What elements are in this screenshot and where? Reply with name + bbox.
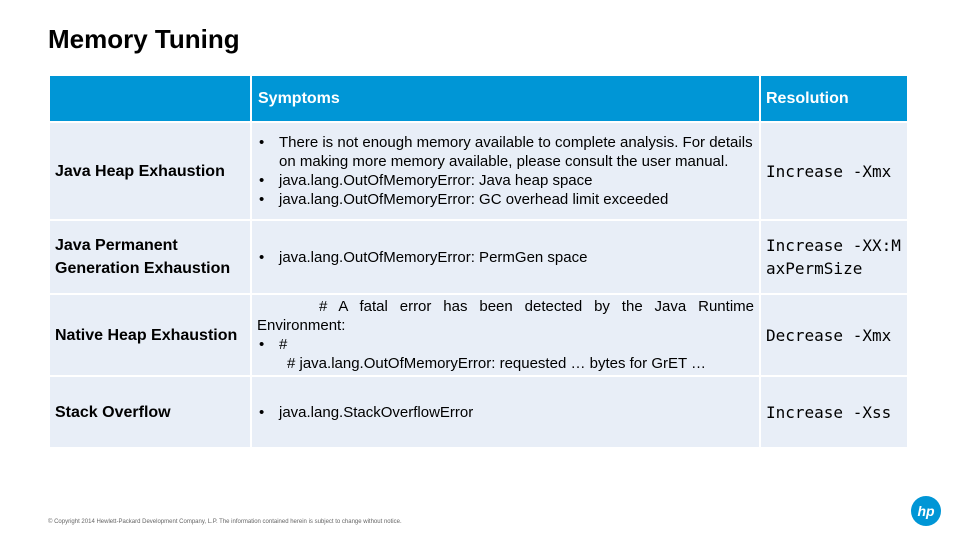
table-row — [49, 376, 908, 448]
symptoms-cell — [251, 376, 760, 448]
hp-logo-text: hp — [917, 503, 935, 519]
header-symptoms: Symptoms — [251, 75, 760, 122]
memory-tuning-table — [48, 74, 909, 449]
issue-cell: Stack Overflow — [49, 376, 251, 448]
issue-cell: Java Permanent Generation Exhaustion — [49, 220, 251, 294]
issue-cell: Native Heap Exhaustion — [49, 294, 251, 376]
resolution-cell: Increase -XX:MaxPermSize — [760, 220, 908, 294]
symptom-item: • java.lang.StackOverflowError — [257, 403, 754, 422]
symptom-item: • java.lang.OutOfMemoryError: Java heap space — [257, 171, 754, 190]
symptom-intro: # A fatal error has been detected by the Java Runtime Environment: — [257, 298, 754, 334]
table-row — [49, 220, 908, 294]
symptom-item: • java.lang.OutOfMemoryError: PermGen space — [257, 248, 754, 267]
resolution-cell: Increase -Xmx — [760, 122, 908, 220]
resolution-cell: Increase -Xss — [760, 376, 908, 448]
resolution-cell: Decrease -Xmx — [760, 294, 908, 376]
table-row — [49, 122, 908, 220]
symptom-tail: # java.lang.OutOfMemoryError: requested … bytes for GrET … — [287, 355, 707, 372]
table-header-row — [49, 75, 908, 122]
hp-logo — [911, 496, 941, 526]
copyright-footer: © Copyright 2014 Hewlett-Packard Development Company, L.P. The information contained herein is subject to change without notice. — [48, 519, 402, 525]
page-title: Memory Tuning — [48, 24, 240, 54]
header-issue — [49, 75, 251, 122]
table-row — [49, 294, 908, 376]
symptom-item: • java.lang.OutOfMemoryError: GC overhead limit exceeded — [257, 190, 754, 209]
symptom-item: • There is not enough memory available to complete analysis. For details on making more memory available, please consult the user manual. — [257, 133, 754, 171]
header-resolution: Resolution — [760, 75, 908, 122]
symptoms-cell — [251, 122, 760, 220]
symptom-item: • # — [257, 335, 754, 354]
symptoms-cell — [251, 294, 760, 376]
symptoms-cell — [251, 220, 760, 294]
issue-cell: Java Heap Exhaustion — [49, 122, 251, 220]
